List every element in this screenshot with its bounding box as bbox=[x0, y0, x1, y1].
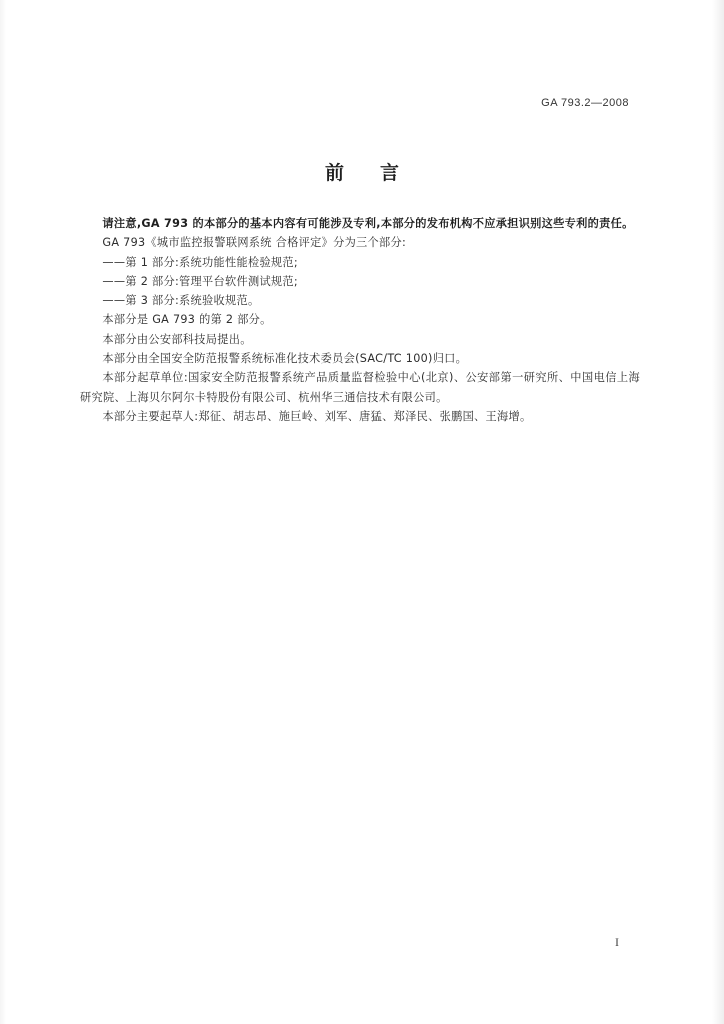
parts-intro-paragraph: GA 793《城市监控报警联网系统 合格评定》分为三个部分: bbox=[102, 236, 407, 250]
patent-notice-paragraph: 请注意,GA 793 的本部分的基本内容有可能涉及专利,本部分的发布机构不应承担识别这些专利的责任。 bbox=[102, 217, 634, 230]
page-number: I bbox=[615, 935, 619, 949]
drafters-paragraph: 本部分主要起草人:郑征、胡志昂、施巨岭、刘军、唐猛、郑泽民、张鹏国、王海增。 bbox=[102, 409, 532, 423]
foreword-body bbox=[80, 214, 640, 426]
page-title: 前言 bbox=[324, 162, 435, 184]
drafting-units-paragraph: 本部分起草单位:国家安全防范报警系统产品质量监督检验中心(北京)、公安部第一研究所、中国电信上海研究院、上海贝尔阿尔卡特股份有限公司、杭州华三通信技术有限公司。 bbox=[80, 371, 640, 404]
proposer-paragraph: 本部分由公安部科技局提出。 bbox=[102, 332, 252, 346]
part-3-item: ——第 3 部分:系统验收规范。 bbox=[102, 294, 260, 308]
part-2-item: ——第 2 部分:管理平台软件测试规范; bbox=[102, 274, 298, 288]
part-1-item: ——第 1 部分:系统功能性能检验规范; bbox=[102, 255, 298, 269]
this-part-paragraph: 本部分是 GA 793 的第 2 部分。 bbox=[102, 313, 272, 327]
standard-number: GA 793.2—2008 bbox=[541, 97, 629, 109]
committee-paragraph: 本部分由全国安全防范报警系统标准化技术委员会(SAC/TC 100)归口。 bbox=[102, 352, 468, 366]
